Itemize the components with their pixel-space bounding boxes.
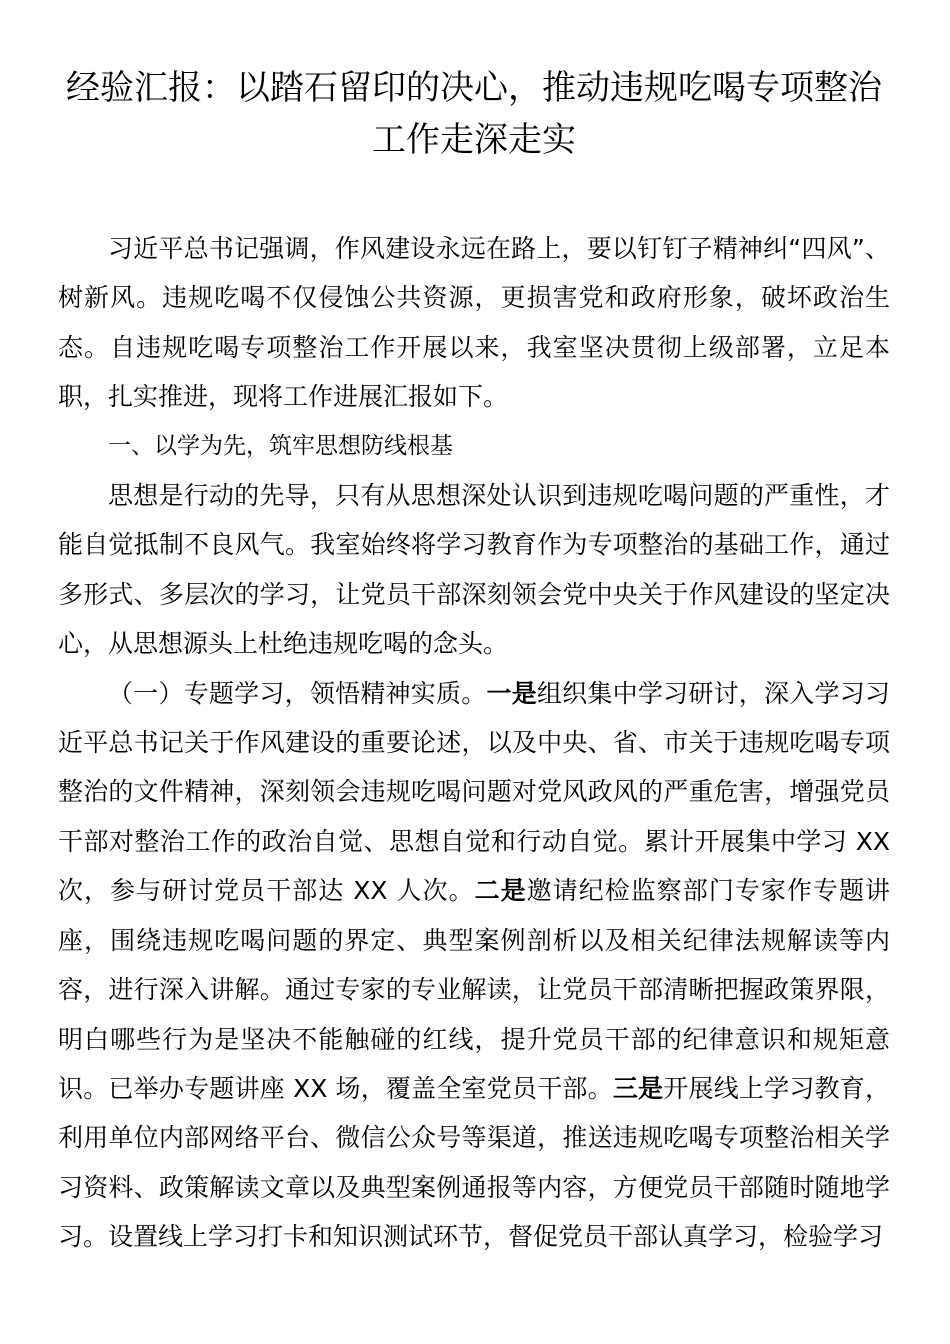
subsection-1-text-3: 开展线上学习教育，利用单位内部网络平台、微信公众号等渠道，推送违规吃喝专项整治相关学习资料、政策解读文章以及典型案例通报等内容，方便党员干部随时随地学习。设置线上学习打卡和知识测试环节，督促党员干部认真学习，检验学习 bbox=[58, 1073, 890, 1252]
subsection-1-paragraph bbox=[58, 669, 890, 1262]
lead-marker-2: 二是 bbox=[474, 876, 527, 906]
document-body bbox=[58, 224, 890, 1262]
intro-paragraph: 习近平总书记强调，作风建设永远在路上，要以钉钉子精神纠“四风”、树新风。违规吃喝不仅侵蚀公共资源，更损害党和政府形象，破坏政治生态。自违规吃喝专项整治工作开展以来，我室坚决贯彻上级部署，立足本职，扎实推进，现将工作进展汇报如下。 bbox=[58, 234, 890, 412]
section-1-heading: 一、以学为先，筑牢思想防线根基 bbox=[108, 432, 453, 459]
section-1-paragraph: 思想是行动的先导，只有从思想深处认识到违规吃喝问题的严重性，才能自觉抵制不良风气。我室始终将学习教育作为专项整治的基础工作，通过多形式、多层次的学习，让党员干部深刻领会党中央关于作风建设的坚定决心，从思想源头上杜绝违规吃喝的念头。 bbox=[58, 481, 890, 659]
subsection-1-heading: （一）专题学习，领悟精神实质。 bbox=[108, 678, 487, 708]
lead-marker-3: 三是 bbox=[612, 1073, 664, 1103]
document-page bbox=[58, 62, 890, 1262]
subsection-1-text-1: 组织集中学习研讨，深入学习习近平总书记关于作风建设的重要论述，以及中央、省、市关于违规吃喝专项整治的文件精神，深刻领会违规吃喝问题对党风政风的严重危害，增强党员干部对整治工作的政治自觉、思想自觉和行动自觉。累计开展集中学习 XX 次，参与研讨党员干部达 XX 人次。 bbox=[58, 678, 890, 906]
subsection-1-text-2: 邀请纪检监察部门专家作专题讲座，围绕违规吃喝问题的界定、典型案例剖析以及相关纪律法规解读等内容，进行深入讲解。通过专家的专业解读，让党员干部清晰把握政策界限，明白哪些行为是坚决不能触碰的红线，提升党员干部的纪律意识和规矩意识。已举办专题讲座 XX 场，覆盖全室党员干部。 bbox=[58, 876, 890, 1103]
document-title: 经验汇报：以踏石留印的决心，推动违规吃喝专项整治工作走深走实 bbox=[66, 68, 882, 160]
lead-marker-1: 一是 bbox=[486, 678, 537, 708]
